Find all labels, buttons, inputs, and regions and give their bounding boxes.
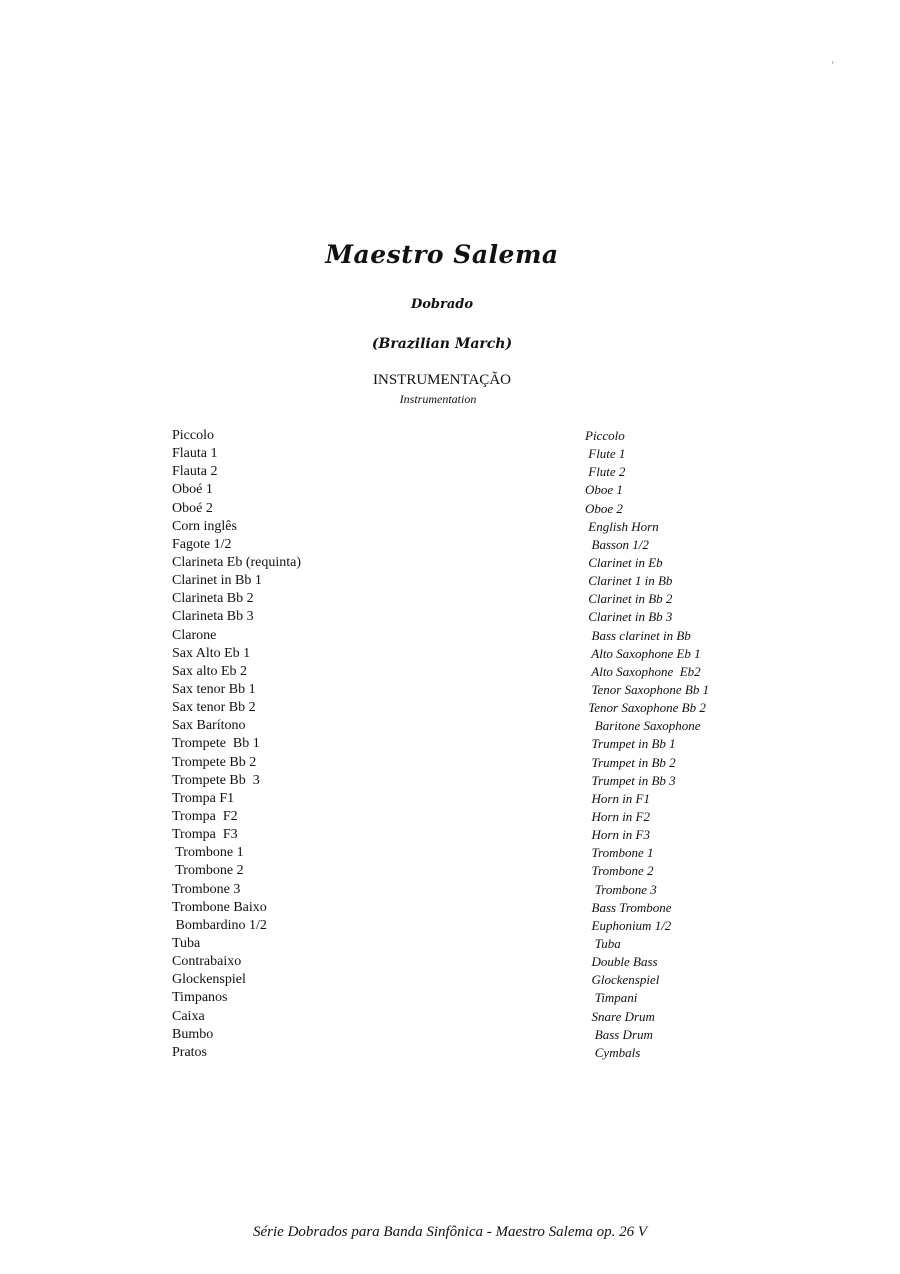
instrument-item-pt: Flauta 2	[172, 464, 218, 480]
instrument-item-pt: Bombardino 1/2	[172, 917, 267, 933]
instrument-item-pt: Trombone 3	[172, 881, 241, 897]
page-title: Maestro Salema	[325, 240, 559, 269]
instrument-item-en: Trombone 1	[585, 845, 654, 861]
instrument-item-pt: Trompa F3	[172, 827, 238, 843]
page-footer: Série Dobrados para Banda Sinfônica - Maestro Salema op. 26 V	[253, 1224, 647, 1240]
instrument-item-pt: Clarineta Bb 3	[172, 609, 254, 625]
instrument-item-en: Oboe 2	[585, 500, 623, 516]
instrument-item-pt: Corn inglês	[172, 518, 237, 534]
instrument-item-en: Clarinet in Eb	[585, 554, 663, 570]
instrument-item-pt: Clarinet in Bb 1	[172, 573, 262, 589]
instrument-item-pt: Timpanos	[172, 990, 228, 1006]
instrumentation-subheading: Instrumentation	[399, 392, 477, 406]
instrument-item-en: Alto Saxophone Eb2	[585, 663, 701, 679]
instrument-item-en: Trumpet in Bb 1	[585, 736, 676, 752]
instrument-item-pt: Pratos	[172, 1044, 207, 1060]
instrument-item-en: Trombone 3	[585, 881, 657, 897]
instrument-item-en: Clarinet in Bb 3	[585, 609, 673, 625]
instrument-item-pt: Glockenspiel	[172, 972, 246, 988]
instrument-item-en: Timpani	[585, 990, 638, 1006]
instrument-item-pt: Oboé 1	[172, 482, 213, 498]
instrument-item-en: Double Bass	[585, 954, 658, 970]
instrument-item-en: Trumpet in Bb 2	[585, 754, 676, 770]
instrument-item-pt: Sax alto Eb 2	[172, 663, 248, 679]
instrument-item-en: Glockenspiel	[585, 972, 660, 988]
instrument-item-pt: Trompa F2	[172, 808, 238, 824]
instrument-item-pt: Clarineta Bb 2	[172, 591, 254, 607]
instrument-item-en: Bass clarinet in Bb	[585, 627, 691, 643]
instrument-item-en: Bass Trombone	[585, 899, 672, 915]
instrument-item-en: Clarinet 1 in Bb	[585, 573, 673, 589]
instrument-item-en: Horn in F3	[585, 827, 650, 843]
instrument-item-en: Trumpet in Bb 3	[585, 772, 676, 788]
instrument-item-en: Tenor Saxophone Bb 2	[585, 700, 706, 716]
instrument-item-pt: Trombone Baixo	[172, 899, 267, 915]
instrument-item-en: English Horn	[585, 518, 659, 534]
instrument-item-en: Horn in F1	[585, 790, 650, 806]
instrument-item-pt: Sax Barítono	[172, 718, 246, 734]
instrument-item-pt: Clarone	[172, 627, 217, 643]
instrument-item-en: Oboe 1	[585, 482, 623, 498]
instrument-item-en: Baritone Saxophone	[585, 718, 701, 734]
instrument-item-en: Snare Drum	[585, 1008, 655, 1024]
instrument-item-en: Piccolo	[585, 428, 625, 443]
instrument-item-pt: Trompa F1	[172, 790, 235, 806]
instrument-item-pt: Bumbo	[172, 1026, 214, 1042]
instrument-item-pt: Piccolo	[172, 428, 214, 443]
instrument-item-pt: Trombone 2	[172, 863, 244, 879]
instrument-list-english	[585, 427, 709, 1062]
page-mark: '	[832, 60, 834, 70]
instrument-item-pt: Trompete Bb 1	[172, 736, 260, 752]
instrument-item-pt: Sax tenor Bb 1	[172, 681, 256, 697]
instrument-item-en: Horn in F2	[585, 808, 650, 824]
instrument-item-en: Tenor Saxophone Bb 1	[585, 681, 710, 697]
instrument-item-pt: Clarineta Eb (requinta)	[172, 554, 302, 570]
instrument-item-en: Bass Drum	[585, 1026, 653, 1042]
instrument-item-en: Clarinet in Bb 2	[585, 591, 673, 607]
page-subtitle: Dobrado	[410, 297, 474, 312]
instrument-item-en: Cymbals	[585, 1044, 641, 1060]
instrument-item-en: Euphonium 1/2	[585, 917, 672, 933]
instrument-item-en: Alto Saxophone Eb 1	[585, 645, 701, 661]
instrument-item-pt: Sax tenor Bb 2	[172, 700, 256, 716]
instrument-item-pt: Trombone 1	[172, 845, 244, 861]
instrumentation-heading: INSTRUMENTAÇÃO	[373, 372, 511, 388]
instrument-list-portuguese	[172, 427, 301, 1062]
instrument-item-pt: Oboé 2	[172, 500, 213, 516]
instrument-item-pt: Fagote 1/2	[172, 536, 232, 552]
page-subtitle-english: (Brazilian March)	[371, 336, 513, 352]
instrument-item-en: Trombone 2	[585, 863, 654, 879]
instrument-item-pt: Sax Alto Eb 1	[172, 645, 251, 661]
instrument-item-en: Flute 1	[585, 446, 626, 462]
instrument-item-pt: Tuba	[172, 935, 201, 951]
instrument-item-en: Basson 1/2	[585, 536, 649, 552]
instrument-item-pt: Flauta 1	[172, 446, 218, 462]
instrument-item-pt: Caixa	[172, 1008, 205, 1024]
instrument-item-pt: Trompete Bb 2	[172, 754, 257, 770]
instrument-item-en: Tuba	[585, 935, 621, 951]
instrument-item-pt: Trompete Bb 3	[172, 772, 260, 788]
instrument-item-pt: Contrabaixo	[172, 954, 242, 970]
instrument-item-en: Flute 2	[585, 464, 626, 480]
